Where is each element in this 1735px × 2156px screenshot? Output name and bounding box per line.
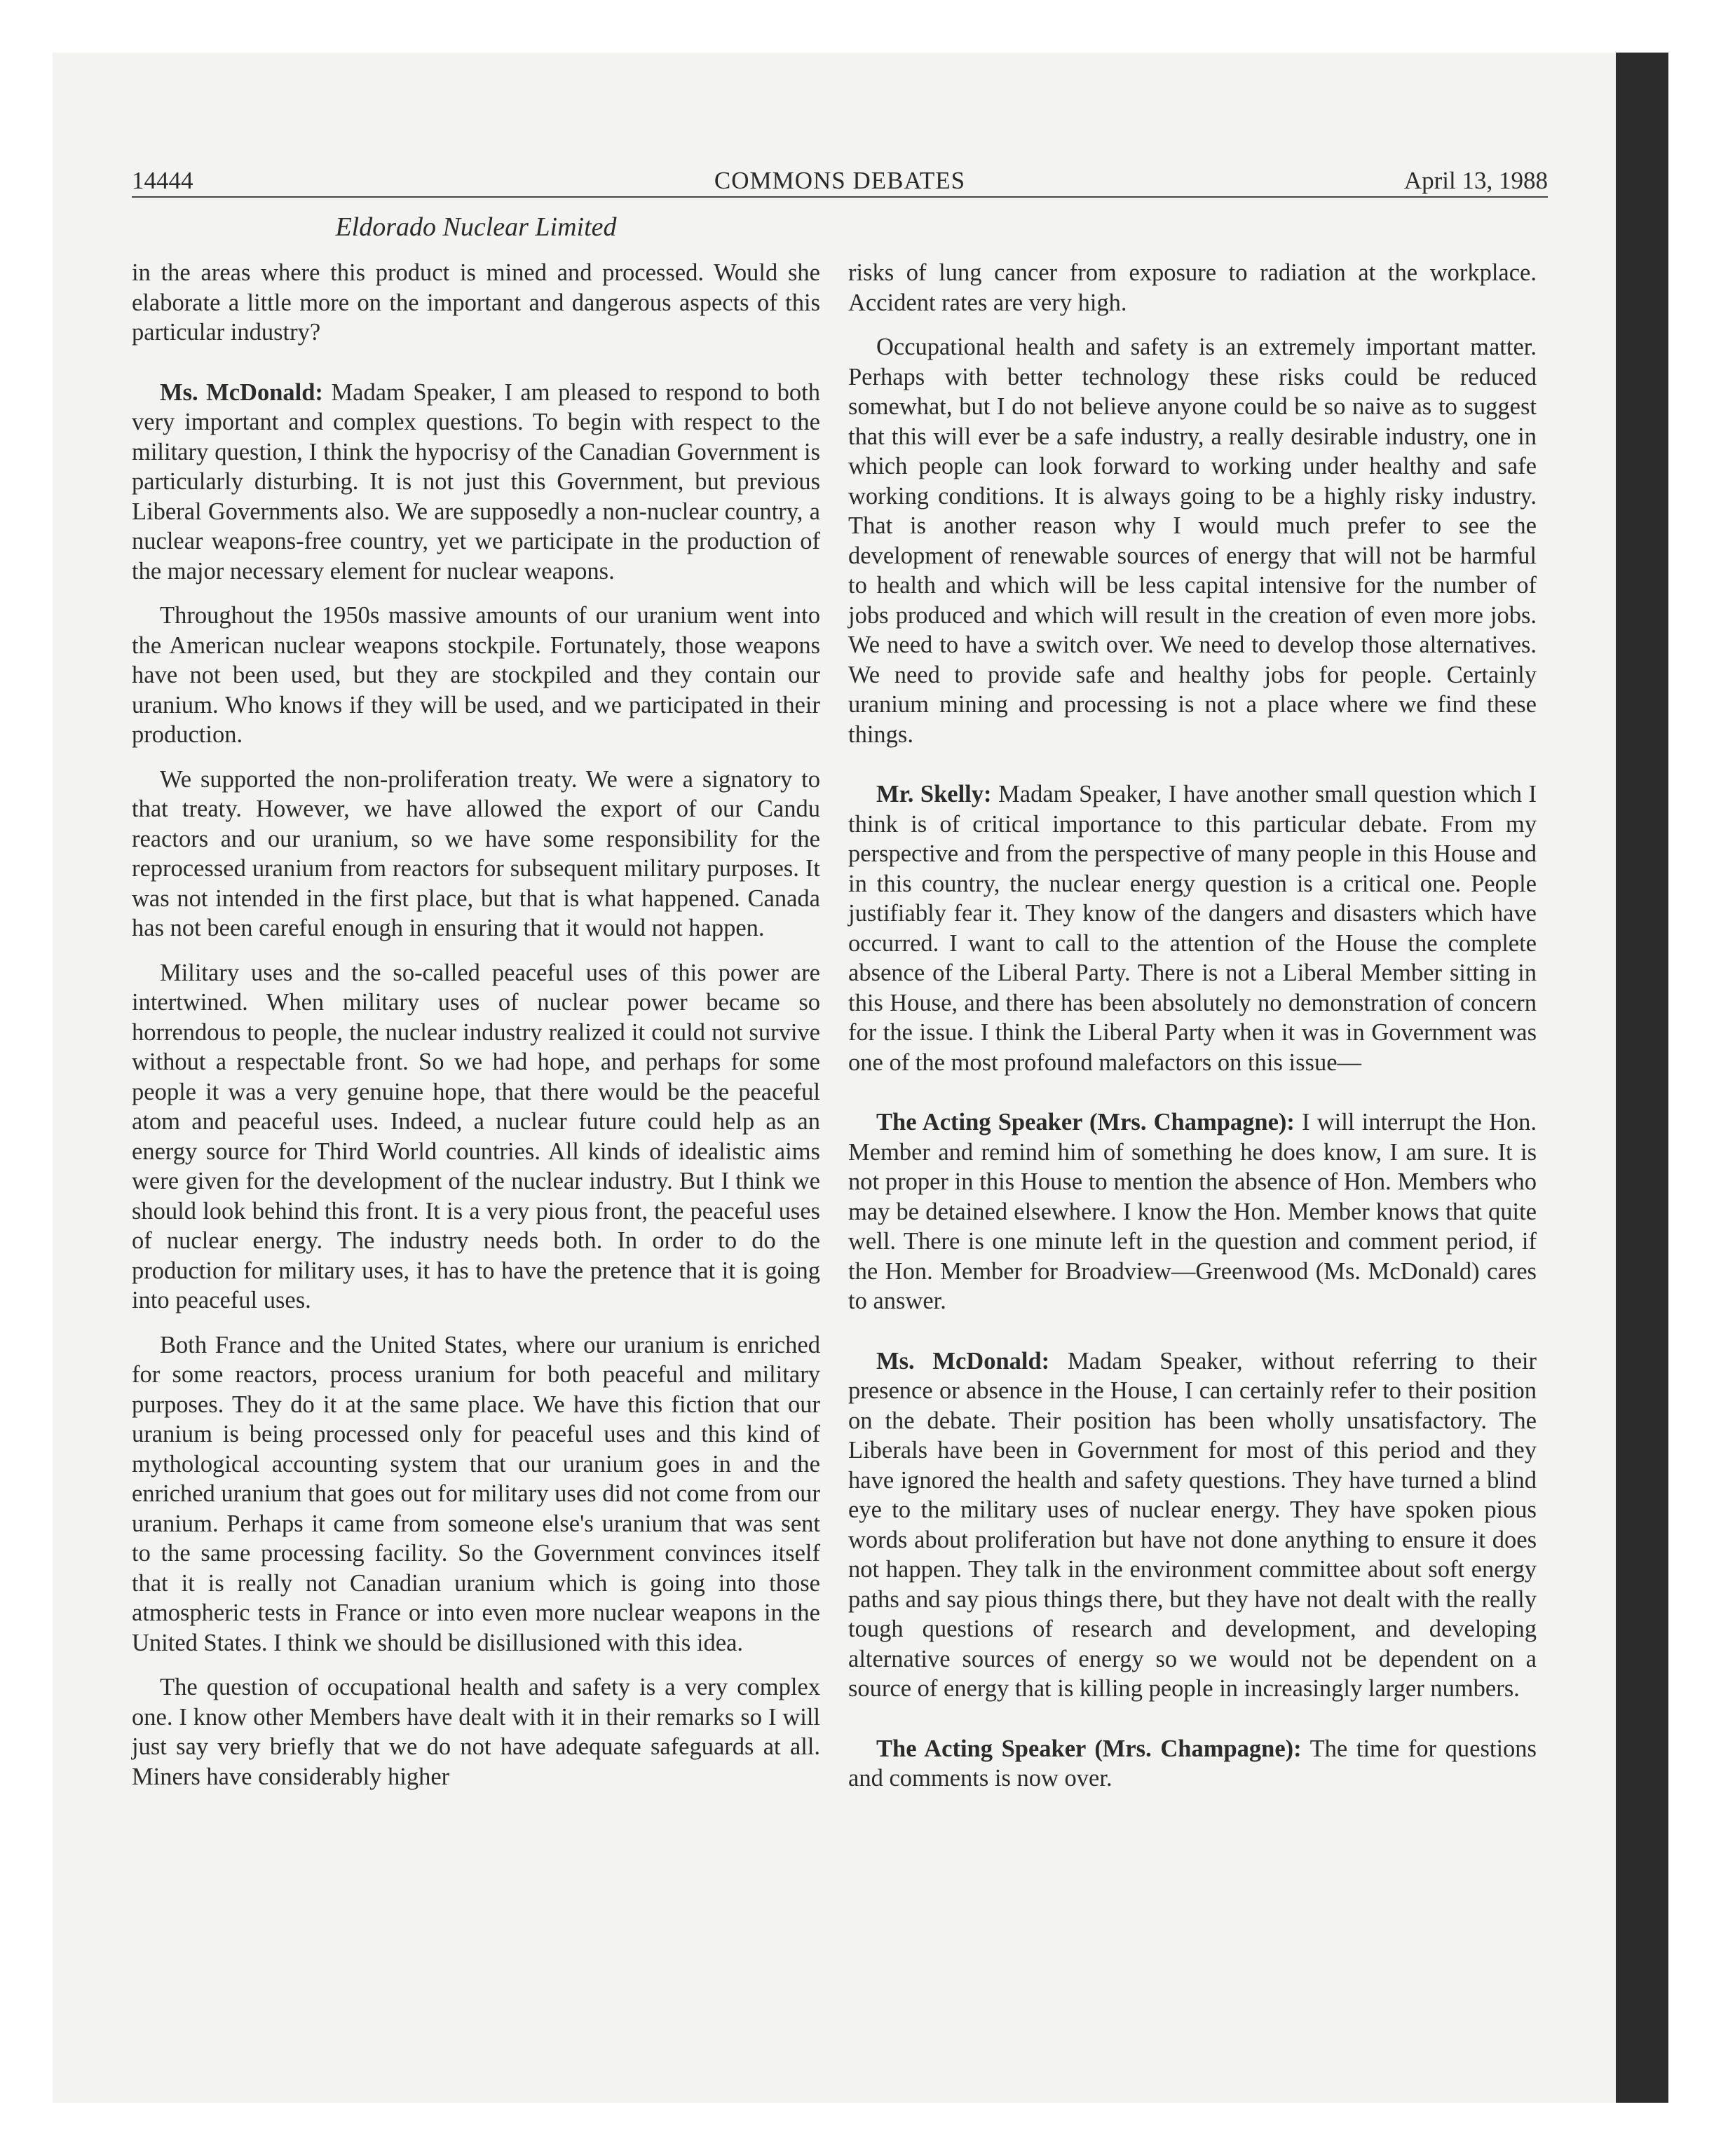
page-date: April 13, 1988 <box>1403 167 1548 194</box>
speech-text: Madam Speaker, without referring to their presence or absence in the House, I can certainly refer to their position on the debate. Their position has been wholly unsatisfactory. The Liberals have been in Government for most of this period and they have ignored the health and safety questions. They have turned a blind eye to the military uses of nuclear energy. They have spoken pious words about proliferation but have not done anything to ensure it does not happen. They talk in the environment committee about soft energy paths and say pious things there, but they have not dealt with the really tough questions of research and development, and developing alternative sources of energy so we would not be dependent on a source of energy that is killing people in increasingly larger numbers. <box>848 1347 1537 1702</box>
paragraph: Both France and the United States, where our uranium is enriched for some reactors, process uranium for both peaceful and military purposes. They do it at the same place. We have this fiction that our uranium is being processed only for peaceful uses and this kind of mythological accounting system that our uranium goes in and the enriched uranium that goes out for military uses did not come from our uranium. Perhaps it came from someone else's uranium that was sent to the same processing facility. So the Government convinces itself that it is really not Canadian uranium which is going into those atmospheric tests in France or into even more nuclear weapons in the United States. I think we should be disillusioned with this idea. <box>132 1331 820 1656</box>
speech-paragraph <box>848 779 1537 1077</box>
speaker-name: Mr. Skelly: <box>876 781 992 807</box>
speech-text: Madam Speaker, I have another small question which I think is of critical importance to this particular debate. From my perspective and from the perspective of many people in this House and in this country, the nuclear energy question is a critical one. People justifiably fear it. They know of the dangers and disasters which have occurred. I want to call to the attention of the House the complete absence of the Liberal Party. There is not a Liberal Member sitting in this House, and there has been absolutely no demonstration of concern for the issue. I think the Liberal Party when it was in Government was one of the most profound malefactors on this issue— <box>848 781 1537 1076</box>
paragraph: risks of lung cancer from exposure to radiation at the workplace. Accident rates are very high. <box>848 259 1537 316</box>
speech-paragraph <box>132 378 820 587</box>
paragraph: in the areas where this product is mined and processed. Would she elaborate a little more on the important and dangerous aspects of this particular industry? <box>132 259 820 346</box>
right-column <box>848 258 1537 1808</box>
speaker-name: The Acting Speaker (Mrs. Champagne): <box>876 1109 1295 1135</box>
speech-paragraph <box>848 1107 1537 1316</box>
speech-paragraph <box>848 1734 1537 1794</box>
paragraph: We supported the non-proliferation treaty. We were a signatory to that treaty. However, we have allowed the export of our Candu reactors and our uranium, so we have some responsibility for the reprocessed uranium from reactors for subsequent military purposes. It was not intended in the first place, but that is what happened. Canada has not been careful enough in ensuring that it would not happen. <box>132 765 820 941</box>
speech-text: The time for questions and comments is now over. <box>848 1735 1537 1792</box>
speaker-name: Ms. McDonald: <box>160 378 323 406</box>
paragraph: Military uses and the so-called peaceful uses of this power are intertwined. When military uses of nuclear power became so horrendous to people, the nuclear industry realized it could not survive without a respectable front. So we had hope, and perhaps for some people it was a very genuine hope, that there would be the peaceful atom and peaceful uses. Indeed, a nuclear future could help as an energy source for Third World countries. All kinds of idealistic aims were given for the development of the nuclear industry. But I think we should look behind this front. It is a very pious front, the peaceful uses of nuclear energy. The industry needs both. In order to do the production for military uses, it has to have the pretence that it is going into peaceful uses. <box>132 959 820 1314</box>
page-header <box>132 165 1548 198</box>
speech-text: Madam Speaker, I am pleased to respond to both very important and complex questions. To begin with respect to the military question, I think the hypocrisy of the Canadian Government is particularly disturbing. It is not just this Government, but previous Liberal Governments also. We are supposedly a non-nuclear country, a nuclear weapons-free country, yet we participate in the production of the major necessary element for nuclear weapons. <box>132 378 820 585</box>
paragraph: The question of occupational health and safety is a very complex one. I know other Members have dealt with it in their remarks so I will just say very briefly that we do not have adequate safeguards at all. Miners have considerably higher <box>132 1674 820 1790</box>
speech-text: I will interrupt the Hon. Member and remind him of something he does know, I am sure. It is not proper in this House to mention the absence of Hon. Members who may be detained elsewhere. I know the Hon. Member knows that quite well. There is one minute left in the question and comment period, if the Hon. Member for Broadview—Greenwood (Ms. McDonald) cares to answer. <box>848 1109 1537 1314</box>
publication-title: COMMONS DEBATES <box>714 167 966 194</box>
page-number: 14444 <box>132 167 193 194</box>
scan-edge <box>1616 53 1668 2103</box>
paragraph: Throughout the 1950s massive amounts of our uranium went into the American nuclear weapons stockpile. Fortunately, those weapons have not been used, but they are stockpiled and they contain our uranium. Who knows if they will be used, and we participated in their production. <box>132 602 820 748</box>
paragraph: Occupational health and safety is an extremely important matter. Perhaps with better technology these risks could be reduced somewhat, but I do not believe anyone could be so naive as to suggest that this will ever be a safe industry, a really desirable industry, one in which people can look forward to working under healthy and safe working conditions. It is always going to be a highly risky industry. That is another reason why I would much prefer to see the development of renewable sources of energy that will not be harmful to health and which will be less capital intensive for the number of jobs produced and which will result in the creation of even more jobs. We need to have a switch over. We need to develop those alternatives. We need to provide safe and healthy jobs for people. Certainly uranium mining and processing is not a place where we find these things. <box>848 334 1537 748</box>
speaker-name: The Acting Speaker (Mrs. Champagne): <box>876 1735 1302 1762</box>
speaker-name: Ms. McDonald: <box>876 1347 1050 1374</box>
speech-paragraph <box>848 1346 1537 1704</box>
left-column <box>132 258 820 1806</box>
section-title: Eldorado Nuclear Limited <box>335 212 617 242</box>
